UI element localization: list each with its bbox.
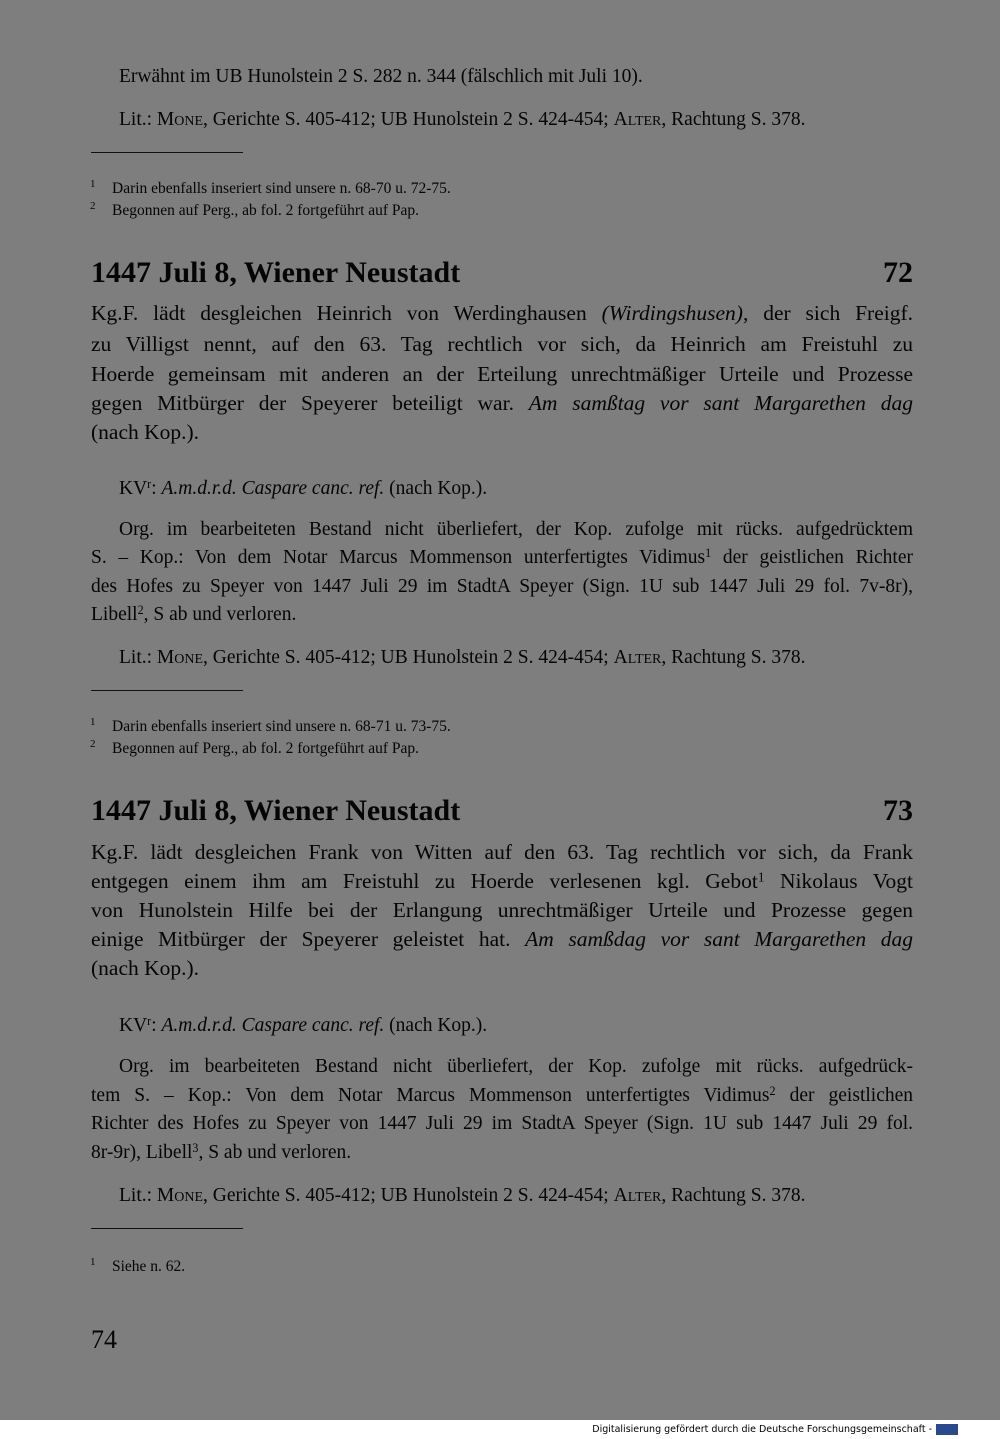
org-line: tem S. – Kop.: Von dem Notar Marcus Mommenson unterfertigtes Vidimus$^2$ der geistlichen bbox=[91, 1083, 914, 1106]
regest-line: entgegen einem ihm am Freistuhl zu Hoerde verlesenen kgl. Gebot$^1$ Nikolaus Vogt bbox=[91, 869, 913, 893]
org-line: Org. im bearbeiteten Bestand nicht überliefert, der Kop. zufolge mit rücks. aufgedrück- bbox=[119, 1056, 913, 1077]
dfg-logo-icon bbox=[936, 1424, 958, 1435]
org-line: Richter des Hofes zu Speyer von 1447 Juli 29 im StadtA Speyer (Sign. 1U sub 1447 Juli 29 fol. bbox=[91, 1113, 913, 1134]
footnote-number: 1 bbox=[90, 1256, 96, 1268]
entry-number: 73 bbox=[883, 794, 913, 827]
footnote-number: 2 bbox=[90, 738, 96, 750]
footnote-text: Darin ebenfalls inseriert sind unsere n. 68-71 u. 73-75. bbox=[112, 718, 451, 735]
footnote-separator bbox=[91, 1228, 243, 1229]
mention-line: Erwähnt im UB Hunolstein 2 S. 282 n. 344 (fälschlich mit Juli 10). bbox=[119, 66, 643, 87]
kv-line: $KV^r$: A.m.d.r.d. Caspare canc. ref. (nach Kop.). bbox=[119, 476, 488, 499]
footnote-text: Darin ebenfalls inseriert sind unsere n. 68-70 u. 72-75. bbox=[112, 180, 451, 197]
entry-heading bbox=[91, 258, 913, 288]
regest-line: Hoerde gemeinsam mit anderen an der Erteilung unrechtmäßiger Urteile und Prozesse bbox=[91, 362, 913, 386]
org-line: Libell$^2$, S ab und verloren. bbox=[91, 602, 297, 625]
footnote-number: 1 bbox=[90, 178, 96, 190]
footer-text: Digitalisierung gefördert durch die Deutsche Forschungsgemeinschaft - bbox=[592, 1424, 932, 1435]
entry-date-place: 1447 Juli 8, Wiener Neustadt bbox=[91, 794, 461, 827]
regest-line: zu Villigst nennt, auf den 63. Tag rechtlich vor sich, da Heinrich am Freistuhl zu bbox=[91, 332, 913, 356]
lit-line: Lit.: Mone, Gerichte S. 405-412; UB Hunolstein 2 S. 424-454; Alter, Rachtung S. 378. bbox=[119, 1185, 806, 1206]
regest-line: gegen Mitbürger der Speyerer beteiligt war. Am samßtag vor sant Margarethen dag bbox=[91, 391, 913, 415]
lit-line: Lit.: Mone, Gerichte S. 405-412; UB Hunolstein 2 S. 424-454; Alter, Rachtung S. 378. bbox=[119, 109, 806, 130]
regest-line: (nach Kop.). bbox=[91, 956, 200, 980]
footnote-text: Siehe n. 62. bbox=[112, 1258, 186, 1275]
footer-credit bbox=[592, 1424, 958, 1435]
lit-line: Lit.: Mone, Gerichte S. 405-412; UB Hunolstein 2 S. 424-454; Alter, Rachtung S. 378. bbox=[119, 647, 806, 668]
footnote-separator bbox=[91, 690, 243, 691]
org-line: S. – Kop.: Von dem Notar Marcus Mommenson unterfertigtes Vidimus$^1$ der geistlichen Richter bbox=[91, 545, 913, 568]
entry-number: 72 bbox=[883, 256, 913, 289]
regest-line: Kg.F. lädt desgleichen Frank von Witten auf den 63. Tag rechtlich vor sich, da Frank bbox=[91, 840, 913, 864]
entry-date-place: 1447 Juli 8, Wiener Neustadt bbox=[91, 256, 461, 289]
footnote-separator bbox=[91, 152, 243, 153]
footnote-text: Begonnen auf Perg., ab fol. 2 fortgeführt auf Pap. bbox=[112, 202, 420, 219]
org-line: des Hofes zu Speyer von 1447 Juli 29 im StadtA Speyer (Sign. 1U sub 1447 Juli 29 fol. 7v-8r), bbox=[91, 576, 913, 597]
footnote-number: 2 bbox=[90, 200, 96, 212]
kv-line: $KV^r$: A.m.d.r.d. Caspare canc. ref. (nach Kop.). bbox=[119, 1013, 488, 1036]
footnote-number: 1 bbox=[90, 716, 96, 728]
entry-heading bbox=[91, 796, 913, 826]
footnote-text: Begonnen auf Perg., ab fol. 2 fortgeführt auf Pap. bbox=[112, 740, 420, 757]
regest-line: von Hunolstein Hilfe bei der Erlangung unrechtmäßiger Urteile und Prozesse gegen bbox=[91, 898, 913, 922]
regest-line: (nach Kop.). bbox=[91, 420, 200, 444]
org-line: 8r-9r), Libell$^3$, S ab und verloren. bbox=[91, 1140, 352, 1163]
org-line: Org. im bearbeiteten Bestand nicht überliefert, der Kop. zufolge mit rücks. aufgedrücktem bbox=[119, 519, 913, 540]
page-number: 74 bbox=[91, 1325, 117, 1354]
regest-line: Kg.F. lädt desgleichen Heinrich von Werdinghausen (Wirdingshusen), der sich Freigf. bbox=[91, 301, 913, 325]
regest-line: einige Mitbürger der Speyerer geleistet hat. Am samßdag vor sant Margarethen dag bbox=[91, 927, 913, 951]
